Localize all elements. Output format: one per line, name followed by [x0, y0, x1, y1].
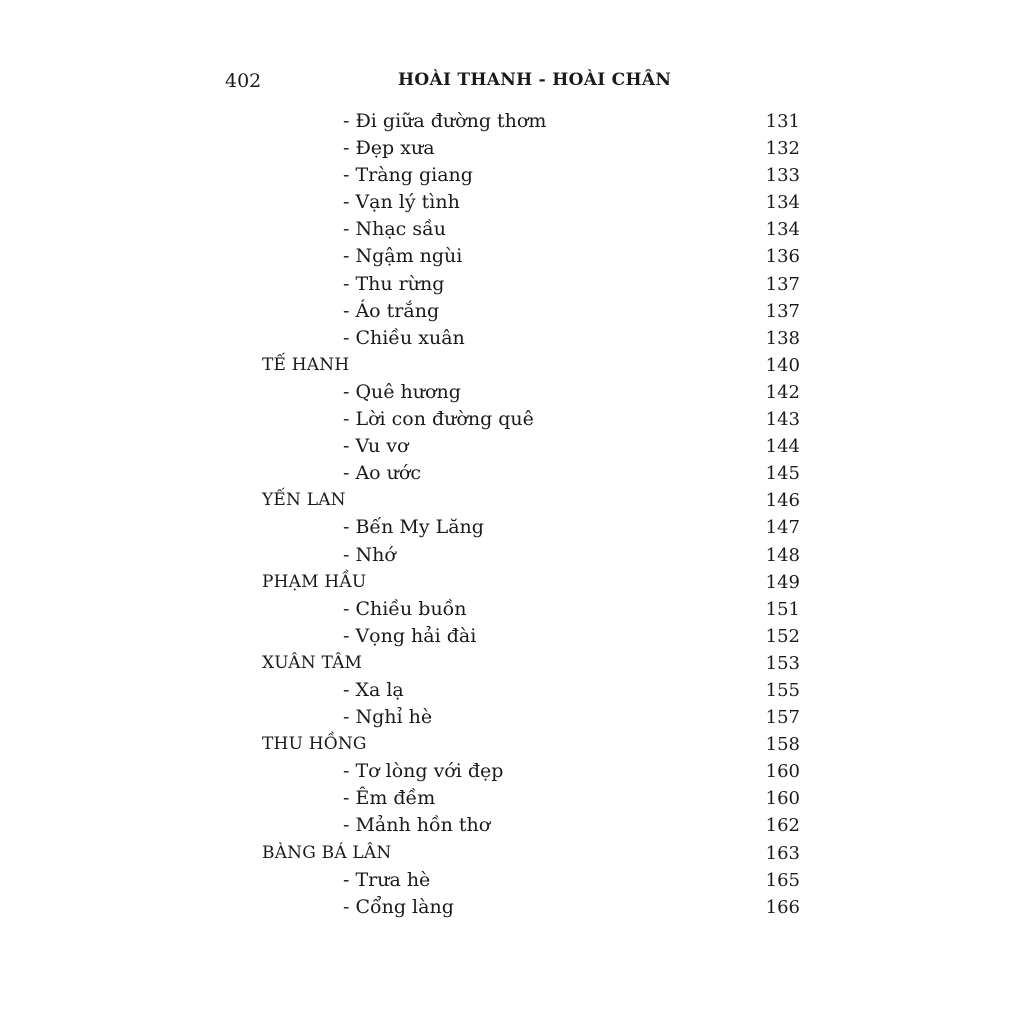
running-head: HOÀI THANH - HOÀI CHÂN	[398, 70, 672, 90]
toc-entry-page: 151	[765, 598, 800, 620]
toc-entry-title: - Êm đềm	[343, 787, 436, 810]
toc-entry-page: 158	[765, 734, 800, 756]
toc-poem-entry	[0, 894, 1024, 921]
toc-entry-page: 137	[765, 300, 800, 322]
toc-entry-page: 149	[765, 571, 800, 593]
toc-author-entry	[0, 840, 1024, 867]
toc-entry-title: - Trưa hè	[343, 868, 431, 891]
toc-entry-page: 147	[765, 517, 800, 539]
toc-entry-title: - Ao ước	[343, 462, 421, 485]
toc-poem-entry	[0, 135, 1024, 162]
toc-entry-page: 148	[765, 544, 800, 566]
toc-entry-title: - Nhớ	[343, 543, 396, 566]
toc-entry-title: - Chiều xuân	[343, 326, 465, 349]
toc-entry-page: 131	[765, 111, 800, 132]
toc-entry-title: - Tơ lòng với đẹp	[343, 760, 504, 783]
toc-entry-title: - Thu rừng	[343, 272, 445, 295]
toc-entry-page: 137	[765, 273, 800, 295]
toc-entry-title: PHẠM HẦU	[262, 571, 367, 592]
toc-entry-page: 163	[765, 842, 800, 864]
toc-entry-page: 153	[765, 652, 800, 674]
toc-poem-entry	[0, 271, 1024, 298]
page-number: 402	[225, 70, 262, 92]
toc-poem-entry	[0, 677, 1024, 704]
toc-entry-page: 138	[765, 327, 800, 349]
toc-entry-title: - Vạn lý tình	[343, 191, 460, 214]
toc-poem-entry	[0, 243, 1024, 270]
toc-entry-title: THU HỒNG	[262, 734, 367, 755]
toc-author-entry	[0, 650, 1024, 677]
toc-entry-title: TẾ HANH	[262, 354, 350, 375]
toc-entry-page: 144	[765, 436, 800, 458]
toc-entry-page: 132	[765, 138, 800, 160]
toc-entry-page: 136	[765, 246, 800, 268]
toc-poem-entry	[0, 812, 1024, 839]
toc-entry-title: BÀNG BÁ LÂN	[262, 842, 392, 863]
toc-poem-entry	[0, 379, 1024, 406]
toc-entry-page: 140	[765, 354, 800, 376]
toc-poem-entry	[0, 758, 1024, 785]
toc-author-entry	[0, 569, 1024, 596]
toc-entry-title: - Vu vơ	[343, 435, 409, 458]
toc-entry-title: XUÂN TÂM	[262, 652, 363, 673]
toc-entry-page: 165	[765, 869, 800, 891]
toc-entry-title: - Ngậm ngùi	[343, 245, 463, 268]
toc-entry-page: 152	[765, 625, 800, 647]
toc-entry-title: - Tràng giang	[343, 164, 473, 187]
toc-author-entry	[0, 731, 1024, 758]
toc-entry-page: 143	[765, 409, 800, 431]
toc-poem-entry	[0, 596, 1024, 623]
toc-entry-title: - Vọng hải đài	[343, 624, 477, 647]
toc-poem-entry	[0, 216, 1024, 243]
toc-entry-title: - Chiều buồn	[343, 597, 467, 620]
table-of-contents	[0, 108, 1024, 921]
toc-author-entry	[0, 352, 1024, 379]
toc-poem-entry	[0, 460, 1024, 487]
toc-entry-title: - Đẹp xưa	[343, 137, 435, 160]
toc-poem-entry	[0, 325, 1024, 352]
toc-entry-title: - Cổng làng	[343, 895, 454, 918]
toc-entry-title: - Đi giữa đường thơm	[343, 110, 547, 132]
toc-entry-title: - Lời con đường quê	[343, 408, 534, 431]
toc-entry-title: - Nhạc sầu	[343, 218, 446, 241]
toc-entry-page: 145	[765, 463, 800, 485]
toc-poem-entry	[0, 406, 1024, 433]
toc-poem-entry	[0, 785, 1024, 812]
toc-poem-entry	[0, 867, 1024, 894]
toc-entry-page: 146	[765, 490, 800, 512]
toc-entry-page: 134	[765, 219, 800, 241]
toc-entry-page: 166	[765, 896, 800, 918]
toc-entry-title: YẾN LAN	[262, 490, 346, 511]
toc-poem-entry	[0, 298, 1024, 325]
toc-entry-title: - Xa lạ	[343, 678, 404, 701]
toc-entry-page: 155	[765, 679, 800, 701]
toc-entry-page: 160	[765, 788, 800, 810]
toc-poem-entry	[0, 162, 1024, 189]
toc-entry-title: - Bến My Lăng	[343, 516, 484, 539]
toc-poem-entry	[0, 623, 1024, 650]
toc-poem-entry	[0, 514, 1024, 541]
toc-entry-page: 142	[765, 381, 800, 403]
toc-entry-title: - Áo trắng	[343, 299, 440, 322]
toc-poem-entry	[0, 189, 1024, 216]
toc-entry-title: - Nghỉ hè	[343, 706, 433, 729]
toc-entry-page: 134	[765, 192, 800, 214]
toc-entry-page: 133	[765, 165, 800, 187]
toc-entry-title: - Quê hương	[343, 380, 461, 403]
toc-poem-entry	[0, 542, 1024, 569]
toc-entry-page: 157	[765, 707, 800, 729]
toc-entry-page: 160	[765, 761, 800, 783]
toc-author-entry	[0, 487, 1024, 514]
toc-entry-title: - Mảnh hồn thơ	[343, 814, 491, 837]
toc-poem-entry	[0, 108, 1024, 135]
toc-poem-entry	[0, 433, 1024, 460]
toc-poem-entry	[0, 704, 1024, 731]
toc-entry-page: 162	[765, 815, 800, 837]
